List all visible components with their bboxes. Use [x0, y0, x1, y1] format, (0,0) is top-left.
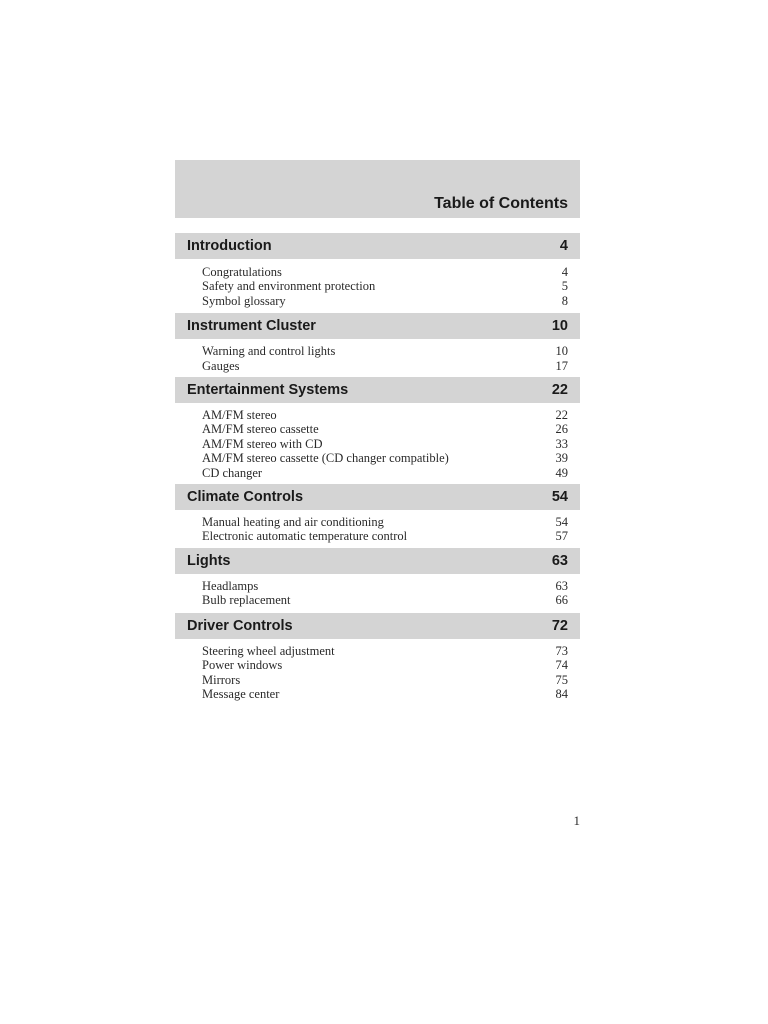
- toc-entry[interactable]: [202, 529, 568, 543]
- toc-section: [175, 313, 580, 377]
- section-heading-page: 4: [559, 238, 568, 254]
- section-heading-label: Instrument Cluster: [187, 318, 316, 335]
- entry-page: 22: [555, 408, 568, 423]
- section-heading[interactable]: [175, 377, 580, 403]
- entry-label: AM/FM stereo cassette (CD changer compatible): [202, 451, 449, 466]
- entry-page: 5: [561, 279, 568, 294]
- section-heading-page: 10: [551, 318, 568, 335]
- entry-label: AM/FM stereo: [202, 408, 277, 423]
- title-band: [175, 160, 580, 218]
- section-heading-page: 72: [551, 617, 568, 634]
- toc-entry[interactable]: [202, 437, 568, 451]
- section-entries: [175, 639, 580, 702]
- entry-page: 74: [555, 658, 568, 673]
- toc-entry[interactable]: [202, 515, 568, 529]
- section-heading-label: Entertainment Systems: [187, 382, 349, 399]
- entry-label: Message center: [202, 686, 280, 701]
- toc-entry[interactable]: [202, 294, 568, 308]
- entry-page: 84: [555, 686, 568, 701]
- toc-section: [175, 233, 580, 313]
- entry-page: 26: [555, 422, 568, 437]
- section-heading-label: Lights: [187, 552, 231, 569]
- entry-page: 33: [555, 436, 568, 451]
- section-heading-page: 54: [551, 489, 568, 506]
- entry-page: 8: [561, 293, 568, 308]
- entry-page: 10: [555, 344, 568, 359]
- toc-section: [175, 548, 580, 613]
- section-heading-page: 63: [551, 552, 568, 569]
- toc-section: [175, 484, 580, 548]
- toc-entry[interactable]: [202, 579, 568, 593]
- entry-page: 75: [555, 672, 568, 687]
- toc-entry[interactable]: [202, 265, 568, 279]
- section-entries: [175, 339, 580, 377]
- toc-entry[interactable]: [202, 687, 568, 701]
- section-heading-label: Driver Controls: [187, 617, 293, 634]
- entry-label: AM/FM stereo with CD: [202, 436, 323, 451]
- toc-entry[interactable]: [202, 422, 568, 436]
- entry-label: Electronic automatic temperature control: [202, 529, 408, 544]
- section-entries: [175, 403, 580, 484]
- toc-entry[interactable]: [202, 359, 568, 373]
- toc-section: [175, 613, 580, 702]
- toc-entry[interactable]: [202, 408, 568, 422]
- entry-label: Gauges: [202, 358, 240, 373]
- entry-label: Headlamps: [202, 578, 259, 593]
- entry-page: 57: [555, 529, 568, 544]
- section-heading[interactable]: [175, 613, 580, 639]
- toc-entry[interactable]: [202, 344, 568, 358]
- entry-page: 49: [555, 465, 568, 480]
- entry-label: CD changer: [202, 465, 263, 480]
- toc-entry[interactable]: [202, 279, 568, 293]
- entry-label: Safety and environment protection: [202, 279, 376, 294]
- page-title: Table of Contents: [434, 195, 568, 212]
- page-number: 1: [573, 813, 580, 828]
- entry-label: Warning and control lights: [202, 344, 336, 359]
- entry-label: Manual heating and air conditioning: [202, 515, 384, 530]
- toc-sections: [175, 233, 580, 701]
- section-entries: [175, 259, 580, 313]
- section-entries: [175, 510, 580, 548]
- toc-entry[interactable]: [202, 658, 568, 672]
- entry-page: 4: [561, 265, 568, 279]
- toc-entry[interactable]: [202, 673, 568, 687]
- section-heading-label: Introduction: [187, 238, 272, 254]
- entry-label: AM/FM stereo cassette: [202, 422, 319, 437]
- entry-label: Mirrors: [202, 672, 241, 687]
- entry-label: Steering wheel adjustment: [202, 643, 335, 658]
- toc-entry[interactable]: [202, 644, 568, 658]
- entry-label: Bulb replacement: [202, 593, 291, 608]
- entry-label: Power windows: [202, 658, 283, 673]
- table-of-contents: [175, 160, 580, 701]
- section-heading-page: 22: [551, 382, 568, 399]
- entry-page: 54: [555, 515, 568, 530]
- section-heading[interactable]: [175, 548, 580, 574]
- section-entries: [175, 574, 580, 613]
- toc-entry[interactable]: [202, 593, 568, 607]
- entry-page: 63: [555, 578, 568, 593]
- entry-page: 73: [555, 643, 568, 658]
- entry-label: Symbol glossary: [202, 293, 286, 308]
- toc-section: [175, 377, 580, 484]
- section-heading[interactable]: [175, 313, 580, 339]
- entry-label: Congratulations: [202, 265, 282, 279]
- entry-page: 17: [555, 358, 568, 373]
- section-heading[interactable]: [175, 484, 580, 510]
- toc-entry[interactable]: [202, 451, 568, 465]
- entry-page: 66: [555, 593, 568, 608]
- section-heading-label: Climate Controls: [187, 489, 304, 506]
- entry-page: 39: [555, 451, 568, 466]
- section-heading[interactable]: [175, 233, 580, 259]
- toc-entry[interactable]: [202, 466, 568, 480]
